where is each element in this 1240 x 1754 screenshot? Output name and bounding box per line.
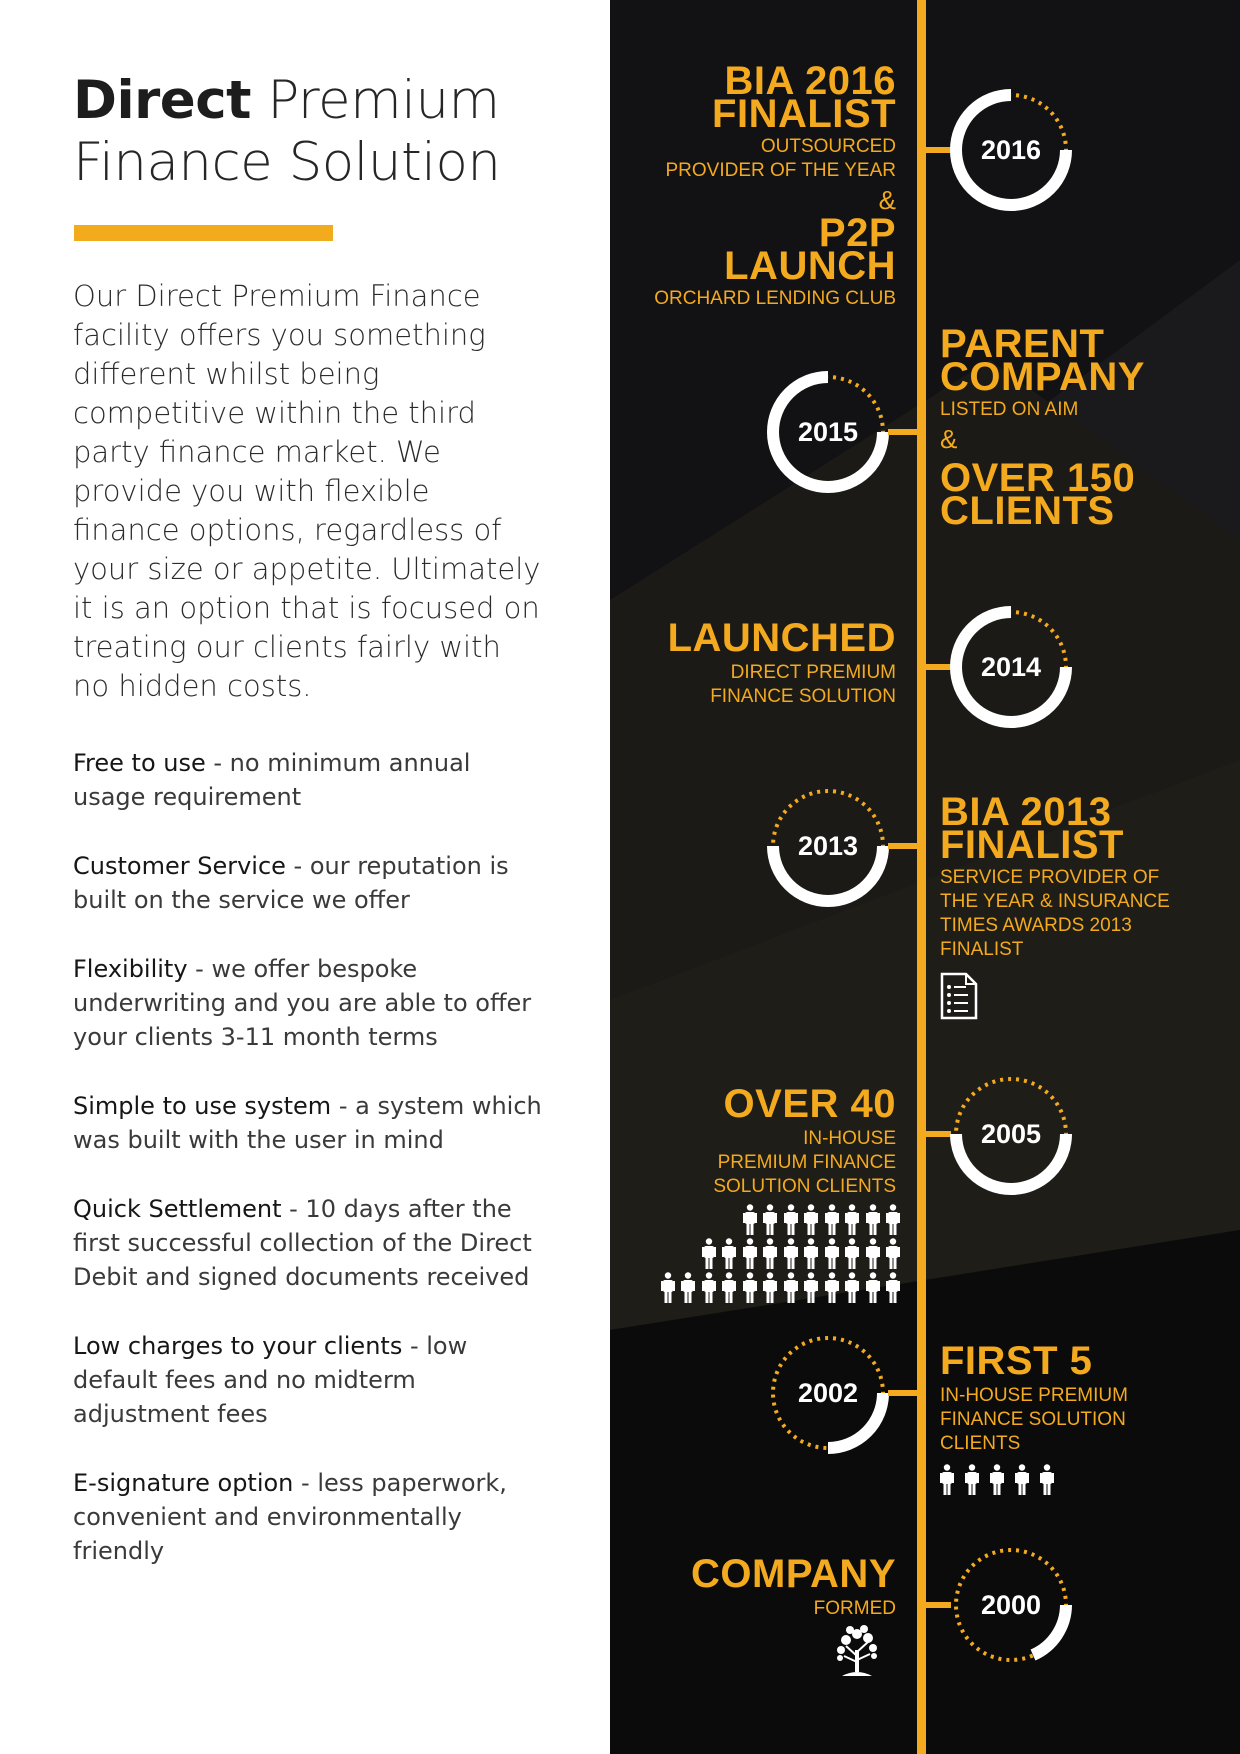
title-line2: Finance Solution: [73, 132, 501, 193]
person-icon: [845, 1204, 859, 1238]
page-title: [73, 70, 501, 194]
ampersand: &: [940, 424, 958, 454]
heading: PARENT: [940, 322, 1105, 366]
year-label: 2002: [797, 1378, 859, 1408]
milestone-2014-left: [620, 616, 896, 709]
connector: [926, 147, 951, 153]
heading: LAUNCHED: [667, 616, 896, 660]
feature-desc: - less paperwork, convenient and environmentally friendly: [73, 1469, 507, 1565]
person-icon: [886, 1204, 900, 1238]
subtext: OUTSOURCED: [760, 136, 896, 157]
person-icon: [763, 1238, 777, 1272]
connector: [888, 1390, 918, 1396]
heading: CLIENTS: [940, 489, 1115, 533]
feature-name: Customer Service: [73, 852, 286, 880]
person-icon: [702, 1238, 716, 1272]
milestone-2015-right: [940, 322, 1220, 533]
person-icon: [825, 1272, 839, 1306]
ampersand: &: [878, 185, 896, 215]
person-icon: [940, 1464, 954, 1498]
person-icon: [681, 1272, 695, 1306]
heading: COMPANY: [940, 355, 1145, 399]
person-icon: [845, 1238, 859, 1272]
heading: LAUNCH: [724, 244, 896, 288]
heading: OVER 150: [940, 456, 1136, 500]
connector: [888, 429, 918, 435]
feature-name: Low charges to your clients: [73, 1332, 403, 1360]
subtext: THE YEAR & INSURANCE: [940, 891, 1170, 912]
person-icon: [1040, 1464, 1054, 1498]
year-ring-2015: [766, 370, 890, 494]
feature-item: [73, 952, 543, 1054]
title-underline: [74, 225, 333, 241]
feature-list: [73, 746, 543, 1603]
person-icon: [866, 1204, 880, 1238]
person-icon: [886, 1272, 900, 1306]
feature-name: Free to use: [73, 749, 206, 777]
person-icon: [965, 1464, 979, 1498]
person-icon: [784, 1272, 798, 1306]
feature-name: Flexibility: [73, 955, 188, 983]
connector: [926, 1602, 951, 1608]
subtext: LISTED ON AIM: [940, 399, 1079, 420]
person-icon: [784, 1238, 798, 1272]
feature-desc: - low default fees and no midterm adjustment fees: [73, 1332, 468, 1428]
subtext: FINALIST: [940, 939, 1024, 960]
subtext: FINANCE SOLUTION: [940, 1409, 1126, 1430]
heading: BIA 2016: [724, 59, 896, 103]
tree-icon: [832, 1622, 882, 1678]
year-ring-2005: [949, 1072, 1073, 1196]
subtext: CLIENTS: [940, 1433, 1021, 1454]
heading: BIA 2013: [940, 790, 1112, 834]
person-icon: [804, 1204, 818, 1238]
title-bold: Direct: [73, 70, 251, 131]
feature-item: [73, 1466, 543, 1568]
feature-item: [73, 1089, 543, 1157]
year-label: 2015: [797, 417, 859, 447]
person-icon: [722, 1238, 736, 1272]
person-icon: [825, 1238, 839, 1272]
people-icon-group-40: [660, 1204, 900, 1306]
person-icon: [743, 1238, 757, 1272]
feature-name: E-signature option: [73, 1469, 294, 1497]
year-ring-2014: [949, 605, 1073, 729]
person-icon: [743, 1204, 757, 1238]
connector: [926, 664, 951, 670]
milestone-2002-right: [940, 1339, 1230, 1456]
intro-paragraph: Our Direct Premium Finance facility offers you something different whilst being competitive within the third party finance market. We provide you with flexible finance options, regardless of your size or appetite. Ultimately it is an option that is focused on treating our clients fairly with no hidden costs.: [73, 279, 541, 703]
left-panel: [0, 0, 610, 1754]
subtext: IN-HOUSE PREMIUM: [940, 1385, 1128, 1406]
person-icon: [1015, 1464, 1029, 1498]
year-ring-2016: [949, 88, 1073, 212]
subtext: TIMES AWARDS 2013: [940, 915, 1132, 936]
connector: [888, 843, 918, 849]
feature-desc: - our reputation is built on the service we offer: [73, 852, 509, 914]
feature-desc: - a system which was built with the user in mind: [73, 1092, 542, 1154]
person-icon: [990, 1464, 1004, 1498]
person-icon: [804, 1272, 818, 1306]
feature-name: Quick Settlement: [73, 1195, 282, 1223]
title-rest: Premium: [251, 70, 500, 131]
timeline-axis: [917, 0, 926, 1754]
heading: FINALIST: [940, 823, 1124, 867]
milestone-2005-left: [620, 1082, 896, 1199]
subtext: ORCHARD LENDING CLUB: [654, 288, 896, 309]
person-icon: [825, 1204, 839, 1238]
year-label: 2005: [980, 1119, 1042, 1149]
person-icon: [866, 1238, 880, 1272]
subtext: FINANCE SOLUTION: [710, 686, 896, 707]
heading: OVER 40: [723, 1082, 896, 1126]
year-ring-2013: [766, 784, 890, 908]
heading: FIRST 5: [940, 1339, 1093, 1383]
year-label: 2013: [797, 831, 859, 861]
feature-item: [73, 849, 543, 917]
person-icon: [845, 1272, 859, 1306]
person-icon: [702, 1272, 716, 1306]
subtext: PREMIUM FINANCE: [717, 1152, 896, 1173]
person-icon: [763, 1204, 777, 1238]
milestone-2013-right: [940, 790, 1230, 962]
feature-item: [73, 1192, 543, 1294]
feature-desc: - no minimum annual usage requirement: [73, 749, 471, 811]
person-icon: [722, 1272, 736, 1306]
document-icon: [940, 972, 978, 1020]
heading: P2P: [818, 211, 896, 255]
person-icon: [784, 1204, 798, 1238]
feature-item: [73, 1329, 543, 1431]
subtext: FORMED: [813, 1598, 896, 1619]
person-icon: [866, 1272, 880, 1306]
subtext: IN-HOUSE: [803, 1128, 896, 1149]
heading: COMPANY: [691, 1552, 896, 1596]
year-label: 2016: [980, 135, 1042, 165]
person-icon: [886, 1238, 900, 1272]
person-icon: [743, 1272, 757, 1306]
year-ring-2002: [766, 1331, 890, 1455]
connector: [926, 1131, 951, 1137]
heading: FINALIST: [712, 92, 896, 136]
feature-desc: - we offer bespoke underwriting and you are able to offer your clients 3-11 month terms: [73, 955, 532, 1051]
person-icon: [661, 1272, 675, 1306]
subtext: DIRECT PREMIUM: [730, 662, 896, 683]
milestone-2016-left: [620, 59, 896, 311]
subtext: PROVIDER OF THE YEAR: [665, 160, 896, 181]
feature-desc: - 10 days after the first successful collection of the Direct Debit and signed documents received: [73, 1195, 532, 1291]
feature-name: Simple to use system: [73, 1092, 332, 1120]
year-label: 2000: [980, 1590, 1042, 1620]
year-label: 2014: [980, 652, 1042, 682]
subtext: SOLUTION CLIENTS: [713, 1176, 896, 1197]
person-icon: [763, 1272, 777, 1306]
person-icon: [804, 1238, 818, 1272]
milestone-2000-left: [620, 1552, 896, 1621]
subtext: SERVICE PROVIDER OF: [940, 867, 1160, 888]
feature-item: [73, 746, 543, 814]
people-icon-group-5: [940, 1464, 1070, 1500]
year-ring-2000: [949, 1543, 1073, 1667]
